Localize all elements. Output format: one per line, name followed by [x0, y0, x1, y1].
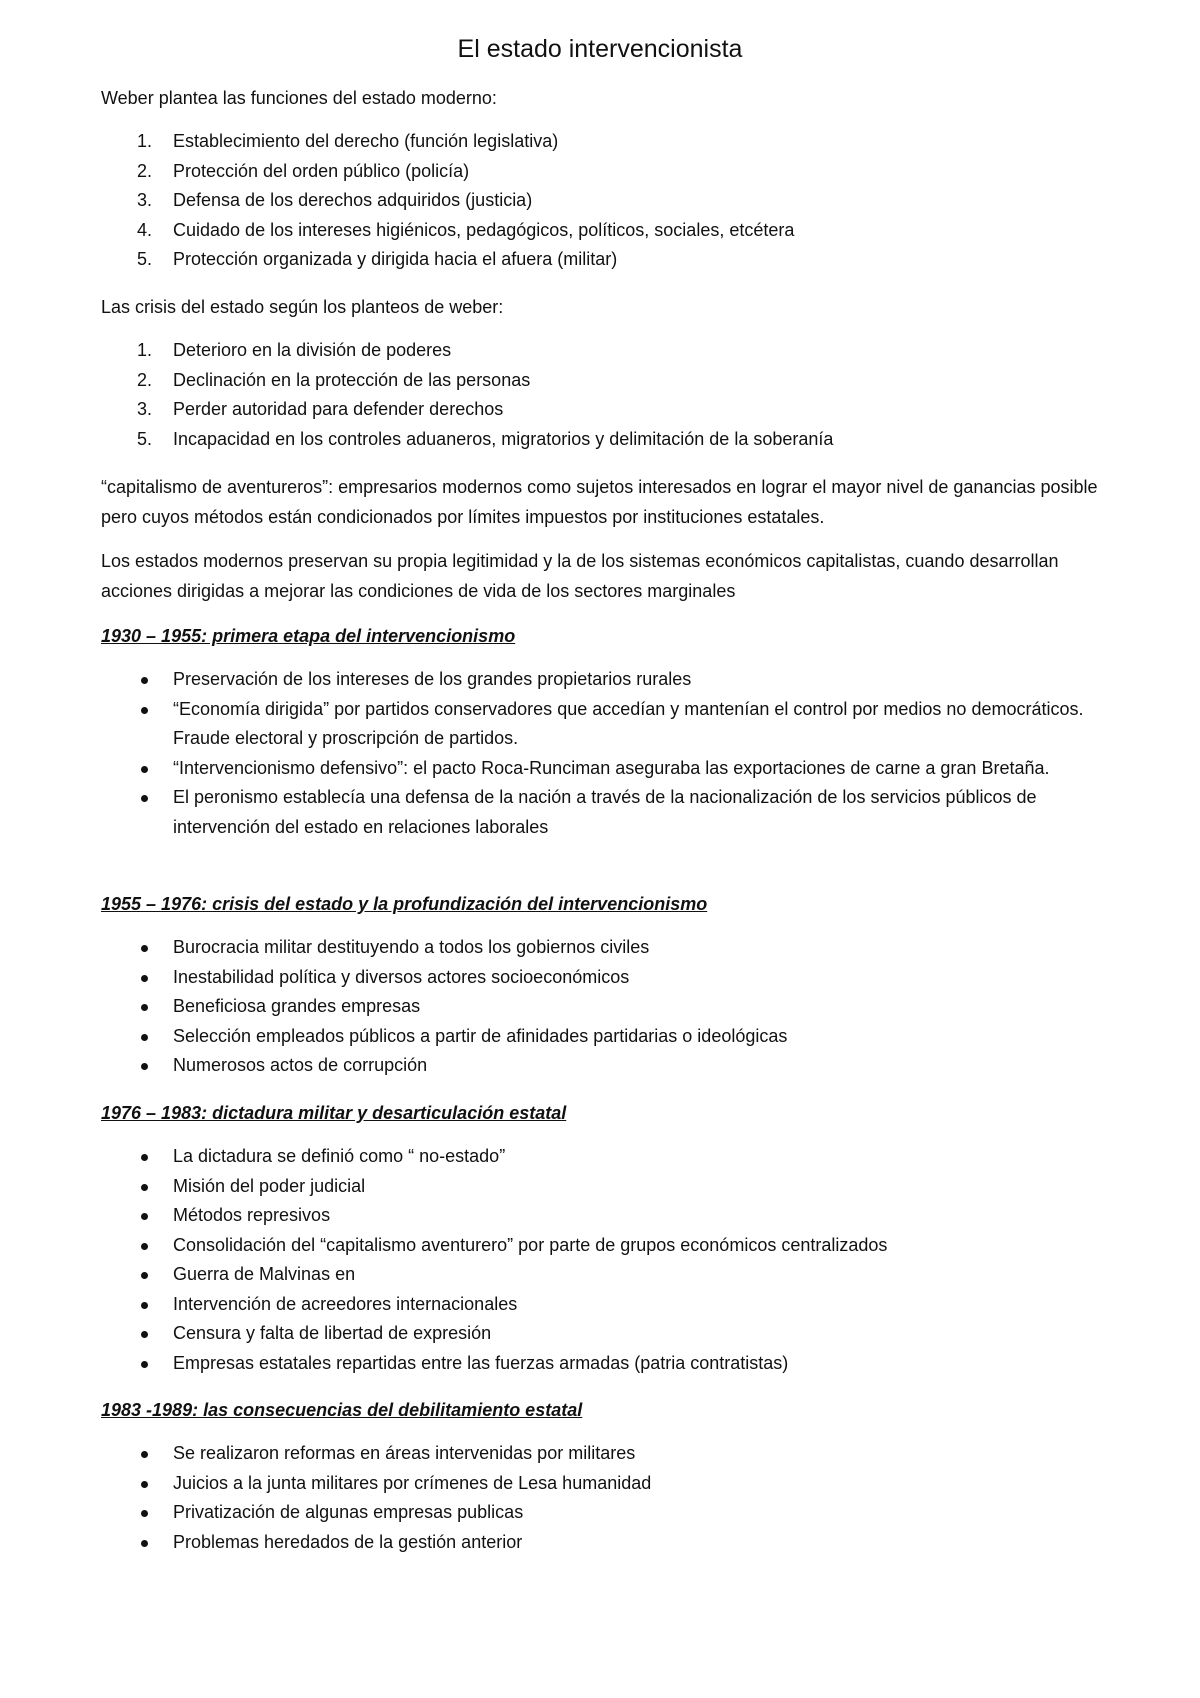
- bullet: [141, 1451, 148, 1458]
- section-heading: 1930 – 1955: primera etapa del intervencionismo: [101, 626, 516, 646]
- list-number: 4.: [137, 219, 153, 240]
- list-item: [101, 754, 1121, 784]
- bullet: [141, 766, 148, 773]
- bullet: [141, 1510, 148, 1517]
- list-item-text: Deterioro en la división de poderes: [173, 340, 452, 360]
- section-heading: 1983 -1989: las consecuencias del debilitamiento estatal: [101, 1400, 583, 1420]
- list-item-text: Protección organizada y dirigida hacia el afuera (militar): [173, 249, 618, 269]
- bullet: [141, 945, 148, 952]
- list-number: 1.: [137, 340, 153, 360]
- list-item-text: Declinación en la protección de las personas: [173, 369, 531, 390]
- list-item-text: “Intervencionismo defensivo”: el pacto Roca-Runciman aseguraba las exportaciones de carne a gran Bretaña.: [173, 757, 1050, 778]
- list-item: [101, 1051, 1121, 1081]
- list-item: [101, 336, 1121, 366]
- list-item: [101, 395, 1121, 425]
- bullet: [141, 975, 148, 982]
- list-item-text: Incapacidad en los controles aduaneros, migratorios y delimitación de la soberanía: [173, 428, 834, 449]
- list-item-text: Selección empleados públicos a partir de afinidades partidarias o ideológicas: [173, 1025, 788, 1046]
- bullet: [141, 1034, 148, 1041]
- list-number: 3.: [137, 190, 153, 210]
- list-number: 3.: [137, 399, 153, 419]
- list-item: [101, 665, 1121, 695]
- paragraph-capitalismo: “capitalismo de aventureros”: empresarios modernos como sujetos interesados en lograr el mayor nivel de ganancias posible pero cuyos métodos están condicionados por límites impuestos por instituciones estatales.: [101, 477, 1098, 527]
- list-item-text: Cuidado de los intereses higiénicos, pedagógicos, políticos, sociales, etcétera: [173, 219, 795, 240]
- bullet: [141, 677, 148, 684]
- list-item-text: Problemas heredados de la gestión anterior: [173, 1531, 523, 1552]
- list-item: [101, 1439, 1121, 1469]
- list-number: 2.: [137, 369, 153, 390]
- list-item: [101, 695, 1121, 754]
- list-item: [101, 1319, 1121, 1349]
- list-item: [101, 216, 1121, 246]
- list-item: [101, 1022, 1121, 1052]
- bullet: [141, 1213, 148, 1220]
- bullet: [141, 1302, 148, 1309]
- list-number: 5.: [137, 249, 153, 269]
- list-item-text: Numerosos actos de corrupción: [173, 1055, 428, 1075]
- list-item: [101, 1201, 1121, 1231]
- list-item-text: Beneficiosa grandes empresas: [173, 996, 421, 1016]
- bullet: [141, 795, 148, 802]
- list-item: [101, 933, 1121, 963]
- list-item-text: “Economía dirigida” por partidos conservadores que accedían y mantenían el control por medios no democráticos. Fraude electoral y proscripción de partidos.: [173, 698, 1084, 748]
- bullet: [141, 1481, 148, 1488]
- bullet: [141, 707, 148, 714]
- list-item: [101, 245, 1121, 275]
- bullet: [141, 1272, 148, 1279]
- bullet: [141, 1361, 148, 1368]
- list-item: [101, 157, 1121, 187]
- section-list: [101, 1142, 1121, 1378]
- list-number: 1.: [137, 131, 153, 151]
- list-item-text: Empresas estatales repartidas entre las fuerzas armadas (patria contratistas): [173, 1352, 789, 1373]
- list-item: [101, 1172, 1121, 1202]
- list-item-text: Intervención de acreedores internacionales: [173, 1293, 518, 1314]
- list-item: [101, 992, 1121, 1022]
- list-item: [101, 1528, 1121, 1558]
- list-item-text: Perder autoridad para defender derechos: [173, 399, 504, 419]
- page-title: El estado intervencionista: [457, 35, 743, 63]
- section-heading: 1955 – 1976: crisis del estado y la profundización del intervencionismo: [101, 894, 708, 914]
- list-item-text: Burocracia militar destituyendo a todos los gobiernos civiles: [173, 937, 650, 957]
- list-item: [101, 1142, 1121, 1172]
- bullet: [141, 1063, 148, 1070]
- list-item-text: Métodos represivos: [173, 1205, 331, 1225]
- list-item: [101, 1231, 1121, 1261]
- list-item-text: Juicios a la junta militares por crímenes de Lesa humanidad: [173, 1472, 652, 1493]
- list-item-text: Guerra de Malvinas en: [173, 1264, 356, 1284]
- bullet: [141, 1184, 148, 1191]
- list-item: [101, 1469, 1121, 1499]
- list-item: [101, 1290, 1121, 1320]
- list-item-text: El peronismo establecía una defensa de la nación a través de la nacionalización de los servicios públicos de intervención del estado en relaciones laborales: [173, 787, 1037, 837]
- funciones-list: [101, 127, 1121, 275]
- list-item: [101, 366, 1121, 396]
- list-item-text: Censura y falta de libertad de expresión: [173, 1323, 492, 1343]
- list-number: 5.: [137, 428, 153, 449]
- list-item-text: Establecimiento del derecho (función legislativa): [173, 131, 559, 151]
- list-item: [101, 1349, 1121, 1379]
- section-list: [101, 933, 1121, 1081]
- list-item: [101, 127, 1121, 157]
- list-item: [101, 1498, 1121, 1528]
- bullet: [141, 1331, 148, 1338]
- list-item: [101, 1260, 1121, 1290]
- list-item-text: Inestabilidad política y diversos actores socioeconómicos: [173, 966, 630, 987]
- list-item-text: Preservación de los intereses de los grandes propietarios rurales: [173, 669, 692, 689]
- intro-crisis: Las crisis del estado según los planteos de weber:: [101, 297, 504, 317]
- list-number: 2.: [137, 160, 153, 181]
- section-list: [101, 665, 1121, 842]
- list-item-text: Consolidación del “capitalismo aventurero” por parte de grupos económicos centralizados: [173, 1234, 888, 1255]
- intro-funciones: Weber plantea las funciones del estado moderno:: [101, 88, 497, 108]
- list-item-text: Privatización de algunas empresas publicas: [173, 1502, 524, 1522]
- list-item-text: Protección del orden público (policía): [173, 160, 470, 181]
- crisis-list: [101, 336, 1121, 454]
- list-item: [101, 963, 1121, 993]
- bullet: [141, 1154, 148, 1161]
- list-item-text: Defensa de los derechos adquiridos (justicia): [173, 190, 533, 210]
- bullet: [141, 1243, 148, 1250]
- list-item: [101, 783, 1121, 842]
- bullet: [141, 1004, 148, 1011]
- list-item: [101, 186, 1121, 216]
- bullet: [141, 1540, 148, 1547]
- list-item-text: Se realizaron reformas en áreas intervenidas por militares: [173, 1443, 636, 1463]
- list-item: [101, 425, 1121, 455]
- paragraph-estados-modernos: Los estados modernos preservan su propia legitimidad y la de los sistemas económicos capitalistas, cuando desarrollan acciones dirigidas a mejorar las condiciones de vida de los sectores marginales: [101, 551, 1059, 601]
- section-list: [101, 1439, 1121, 1557]
- section-heading: 1976 – 1983: dictadura militar y desarticulación estatal: [101, 1103, 567, 1123]
- list-item-text: Misión del poder judicial: [173, 1175, 366, 1196]
- list-item-text: La dictadura se definió como “ no-estado”: [173, 1146, 506, 1166]
